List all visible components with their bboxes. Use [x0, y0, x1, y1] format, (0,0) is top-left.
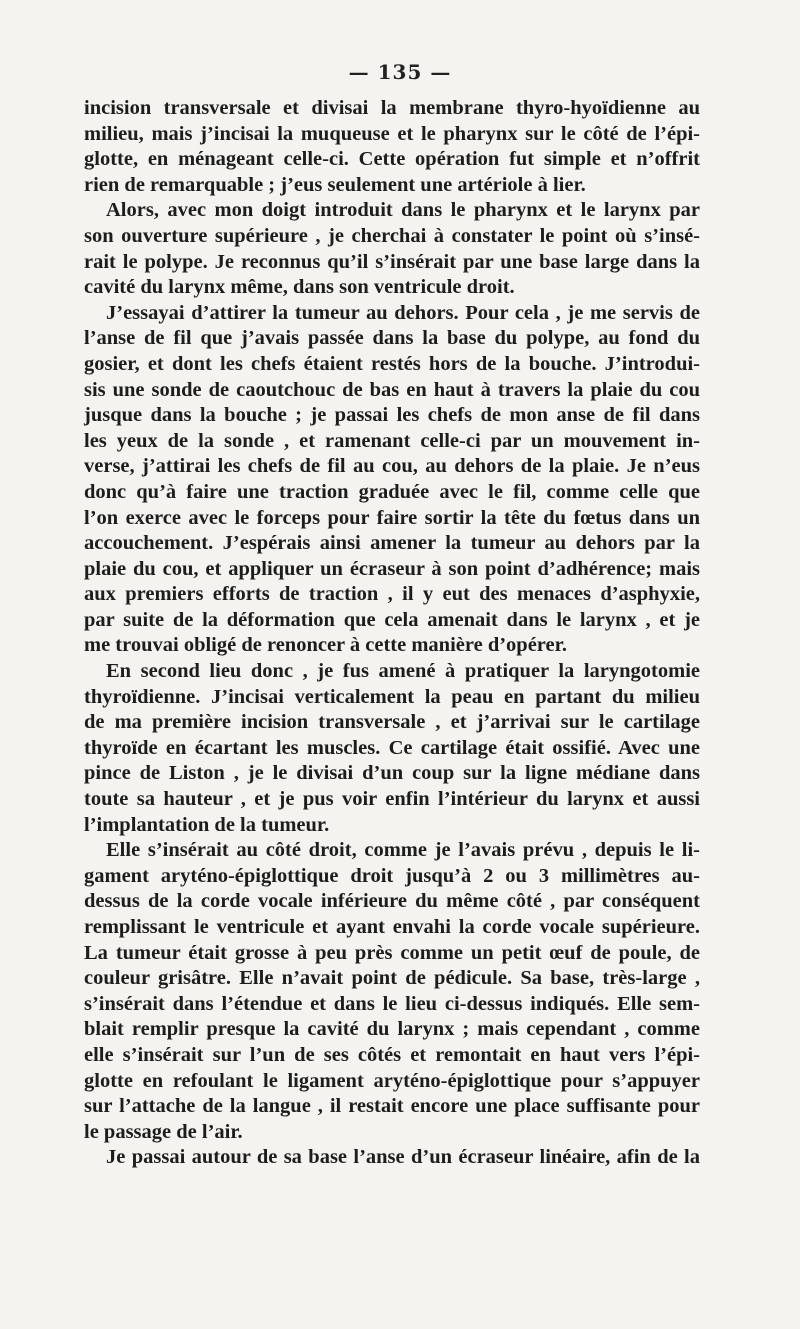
text-line: s’insérait dans l’étendue et dans le lieu ci-dessus indiqués. Elle sem- — [84, 992, 700, 1015]
text-line: accouchement. J’espérais ainsi amener la tumeur au dehors par la — [84, 532, 700, 555]
text-line: l’implantation de la tumeur. — [84, 813, 330, 836]
text-line: La tumeur était grosse à peu près comme un petit œuf de poule, de — [84, 941, 700, 964]
text-line: glotte en refoulant le ligament aryténo-épiglottique pour s’appuyer — [84, 1069, 700, 1092]
text-line: En second lieu donc , je fus amené à pratiquer la laryngotomie — [106, 660, 700, 683]
text-line: blait remplir presque la cavité du larynx ; mais cependant , comme — [84, 1018, 700, 1041]
text-line: verse, j’attirai les chefs de fil au cou, au dehors de la plaie. Je n’eus — [84, 455, 700, 478]
text-line: sis une sonde de caoutchouc de bas en haut à travers la plaie du cou — [84, 378, 700, 401]
text-line: rien de remarquable ; j’eus seulement une artériole à lier. — [84, 173, 586, 196]
text-line: remplissant le ventricule et ayant envahi la corde vocale supérieure. — [84, 916, 700, 938]
text-line: plaie du cou, et appliquer un écraseur à son point d’adhérence; mais — [84, 557, 700, 580]
page-number: — 135 — — [348, 60, 452, 84]
text-line: couleur grisâtre. Elle n’avait point de pédicule. Sa base, très-large , — [84, 967, 700, 990]
text-line: gament aryténo-épiglottique droit jusqu’à 2 ou 3 millimètres au- — [84, 864, 700, 887]
text-line: sur l’attache de la langue , il restait encore une place suffisante pour — [84, 1095, 700, 1118]
text-line: donc qu’à faire une traction graduée avec le fil, comme celle que — [84, 480, 700, 503]
text-line: incision transversale et divisai la membrane thyro-hyoïdienne au — [84, 97, 700, 119]
text-line: de ma première incision transversale , et j’arrivai sur le cartilage — [84, 711, 700, 734]
text-line: cavité du larynx même, dans son ventricule droit. — [84, 276, 515, 299]
text-line: thyroïde en écartant les muscles. Ce cartilage était ossifié. Avec une — [84, 736, 700, 759]
text-line: Elle s’insérait au côté droit, comme je l’avais prévu , depuis le li- — [106, 839, 700, 862]
text-line: l’on exerce avec le forceps pour faire sortir la tête du fœtus dans un — [84, 506, 700, 529]
text-line: rait le polype. Je reconnus qu’il s’insérait par une base large dans la — [84, 250, 700, 273]
text-line: l’anse de fil que j’avais passée dans la base du polype, au fond du — [84, 327, 700, 350]
text-line: dessus de la corde vocale inférieure du même côté , par conséquent — [84, 890, 700, 913]
text-line: thyroïdienne. J’incisai verticalement la peau en partant du milieu — [84, 685, 700, 708]
text-line: me trouvai obligé de renoncer à cette manière d’opérer. — [84, 634, 567, 657]
text-line: le passage de l’air. — [84, 1120, 243, 1143]
text-line: Alors, avec mon doigt introduit dans le pharynx et le larynx par — [106, 199, 700, 222]
text-line: par suite de la déformation que cela amenait dans le larynx , et je — [84, 608, 700, 631]
text-line: glotte, en ménageant celle-ci. Cette opération fut simple et n’offrit — [84, 148, 700, 171]
text-line: milieu, mais j’incisai la muqueuse et le pharynx sur le côté de l’épi- — [84, 122, 700, 145]
text-line: pince de Liston , je le divisai d’un coup sur la ligne médiane dans — [84, 762, 700, 785]
text-line: jusque dans la bouche ; je passai les chefs de mon anse de fil dans — [84, 404, 700, 427]
text-line: son ouverture supérieure , je cherchai à constater le point où s’insé- — [84, 224, 700, 247]
text-line: les yeux de la sonde , et ramenant celle-ci par un mouvement in- — [84, 429, 700, 452]
text-line: Je passai autour de sa base l’anse d’un écraseur linéaire, afin de la — [106, 1146, 700, 1169]
body-text — [84, 96, 700, 1171]
text-line: aux premiers efforts de traction , il y eut des menaces d’asphyxie, — [84, 583, 700, 606]
text-line: gosier, et dont les chefs étaient restés hors de la bouche. J’introdui- — [84, 352, 700, 375]
text-line: J’essayai d’attirer la tumeur au dehors. Pour cela , je me servis de — [106, 301, 700, 324]
text-line: elle s’insérait sur l’un de ses côtés et remontait en haut vers l’épi- — [84, 1043, 700, 1066]
text-line: toute sa hauteur , et je pus voir enfin l’intérieur du larynx et aussi — [84, 788, 700, 811]
